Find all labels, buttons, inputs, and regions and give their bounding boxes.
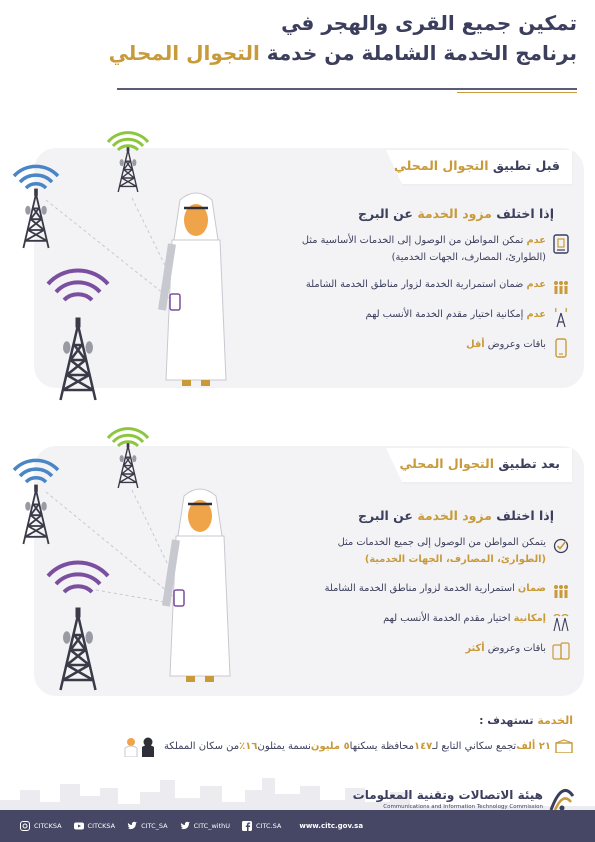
youtube-icon [74,821,84,831]
building-icon [555,739,573,753]
twitter-icon [127,821,137,831]
tower-icon [552,307,570,329]
checkmark-icon [552,535,570,557]
social-twitter[interactable]: CITC_SA [127,821,168,831]
title-line-2-accent: التجوال المحلي [108,41,260,65]
social-youtube[interactable]: CITCKSA [74,821,116,831]
people-icon [552,277,570,299]
page-title [17,8,577,68]
before-heading: إذا اختلف مزود الخدمة عن البرج [357,206,554,221]
before-item-offers: باقات وعروض أقل [250,336,570,359]
before-tab-label: قبل تطبيق التجوال المحلي [393,158,560,173]
target-statement: ٢١ ألف تجمع سكاني التابع لـ ١٤٧ محافظة يسكنها ٥ مليون نسمة يمثلون ١٦٪ من سكان المملكة [122,735,573,757]
after-tab-label: بعد تطبيق التجوال المحلي [399,456,560,471]
after-tower-blue [14,460,58,544]
footer-bar [0,810,595,842]
after-tower-purple [48,562,108,690]
before-tab [393,150,572,184]
before-item-continuity: عدم ضمان استمرارية الخدمة لزوار مناطق الخدمة الشاملة [250,276,570,299]
after-signal-lines [46,490,182,604]
phone-in-hand-icon [174,590,184,606]
social-instagram[interactable]: CITCKSA [20,821,62,831]
after-heading: إذا اختلف مزود الخدمة عن البرج [357,508,554,523]
after-item-choice: إمكانية اختيار مقدم الخدمة الأنسب لهم [250,610,570,633]
after-tower-green [108,429,148,488]
org-name-english: Communications and Information Technology Commission [383,804,543,810]
man-before [162,193,226,386]
before-tower-purple [48,270,108,400]
people-icon [552,581,570,603]
title-line-1: تمكين جميع القرى والهجر في [281,11,577,35]
title-line-2 [17,38,577,68]
facebook-icon [242,821,252,831]
before-tower-blue [14,166,58,248]
family-icon [122,735,158,757]
title-underline [117,88,577,90]
phone-icon [552,337,570,359]
man-after [166,489,230,682]
phones-icon [552,641,570,663]
towers-icon [552,611,570,633]
before-tower-green [108,133,148,192]
website-link[interactable]: www.citc.gov.sa [299,822,364,830]
after-item-access: يتمكن المواطن من الوصول إلى جميع الخدمات مثل (الطوارئ، المصارف، الجهات الخدمية) [250,534,570,568]
before-item-access: عدم تمكن المواطن من الوصول إلى الخدمات الأساسية مثل (الطوارئ، المصارف، الجهات الخدمية) [250,232,570,266]
document-icon [552,233,570,255]
title-underline-accent [457,92,577,93]
before-item-choice: عدم إمكانية اختيار مقدم الخدمة الأنسب لهم [250,306,570,329]
title-line-2-prefix: برنامج الخدمة الشاملة من خدمة [259,41,577,65]
phone-in-hand-icon [170,294,180,310]
towers-illustration [0,130,250,710]
social-facebook[interactable]: CITC.SA [242,821,281,831]
social-twitter-withu[interactable]: CITC_withU [180,821,230,831]
after-item-continuity: ضمان استمرارية الخدمة لزوار مناطق الخدمة الشاملة [250,580,570,603]
org-name-arabic: هيئة الاتصالات وتقنية المعلومات [352,788,543,802]
after-tab [399,448,572,482]
after-item-offers: باقات وعروض أكثر [250,640,570,663]
instagram-icon [20,821,30,831]
target-title: الخدمة تستهدف : [479,714,573,727]
twitter-icon [180,821,190,831]
